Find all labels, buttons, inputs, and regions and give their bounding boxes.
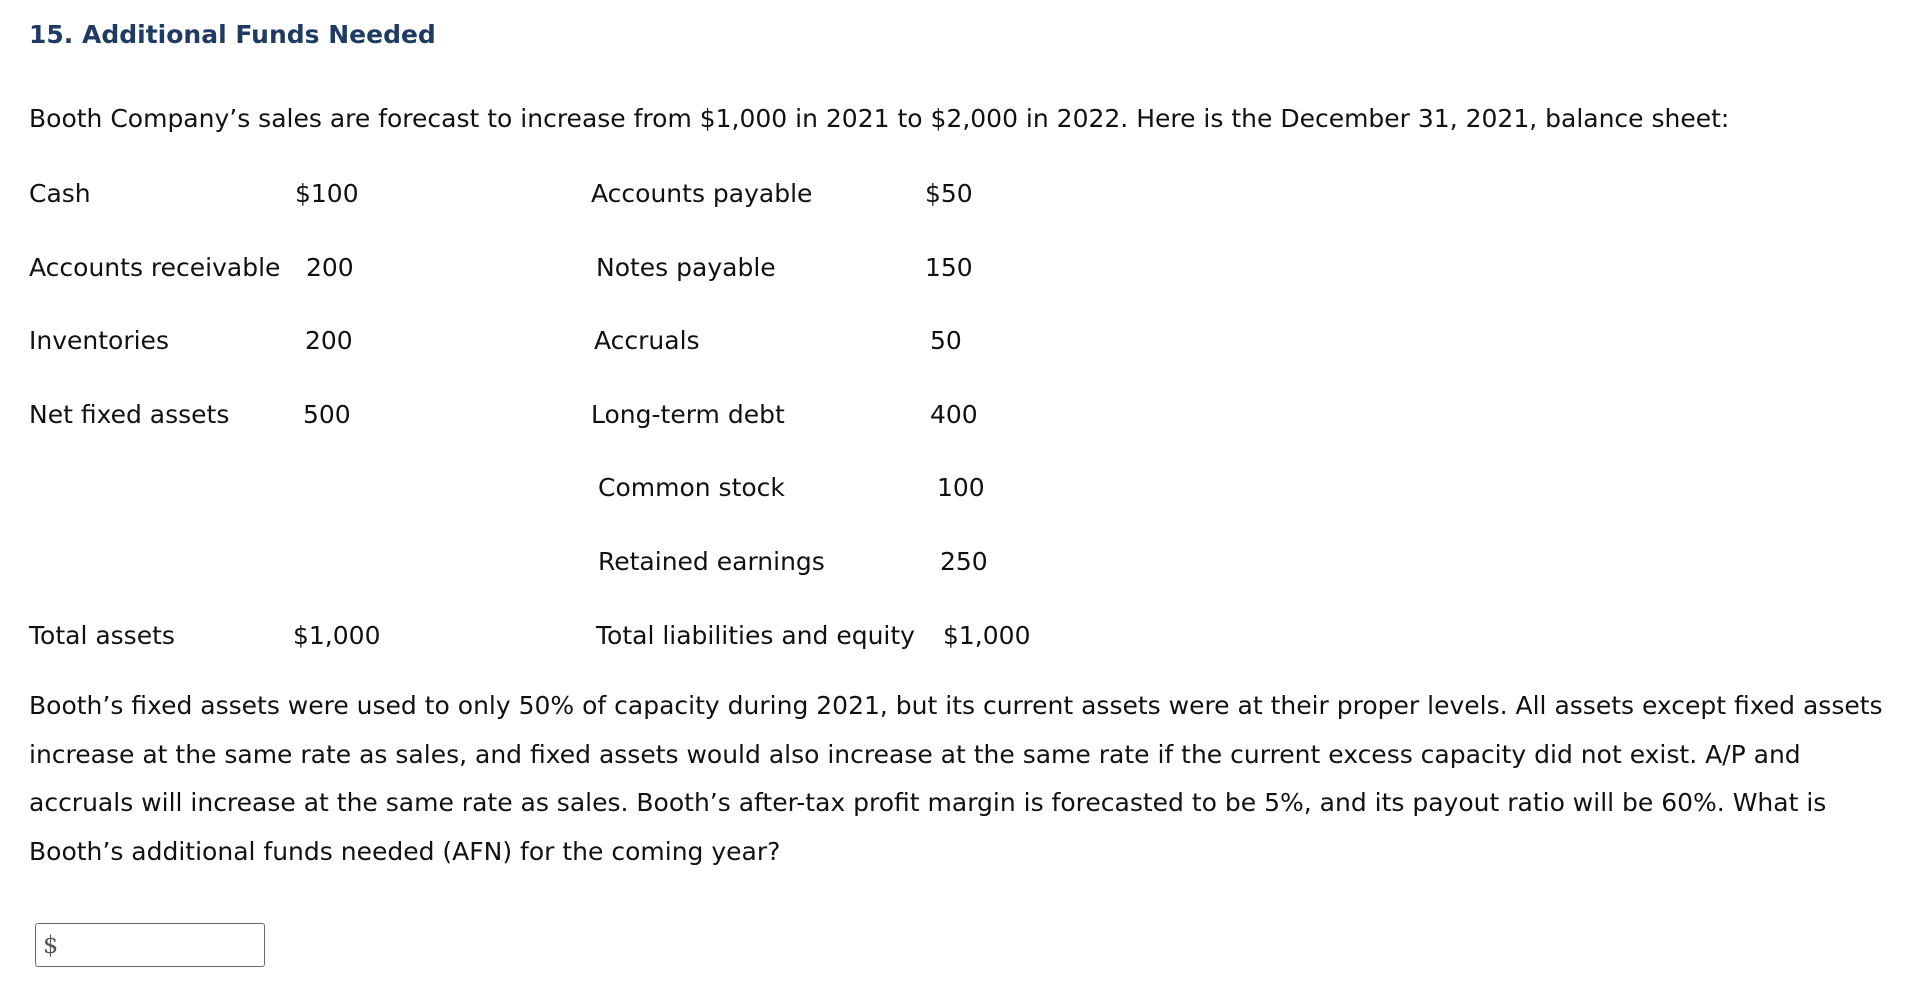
- total-liabilities-equity-label: Total liabilities and equity: [596, 621, 915, 650]
- liability-value-long-term-debt: 400: [930, 400, 978, 429]
- liability-value-notes-payable: 150: [925, 253, 973, 282]
- liability-label-notes-payable: Notes payable: [596, 253, 776, 282]
- equity-label-common-stock: Common stock: [598, 473, 785, 502]
- total-assets-value: $1,000: [293, 621, 381, 650]
- problem-intro: Booth Company’s sales are forecast to increase from $1,000 in 2021 to $2,000 in 2022. Here is the December 31, 2021, balance sheet:: [29, 104, 1730, 133]
- answer-field[interactable]: [35, 923, 265, 967]
- asset-value-cash: $100: [295, 179, 359, 208]
- liability-value-accounts-payable: $50: [925, 179, 973, 208]
- total-assets-label: Total assets: [29, 621, 175, 650]
- asset-label-cash: Cash: [29, 179, 91, 208]
- problem-question: Booth’s fixed assets were used to only 50% of capacity during 2021, but its current assets were at their proper levels. All assets except fixed assets increase at the same rate as sales, and fixed assets would also increase at the same rate if the current excess capacity did not exist. A/P and accruals will increase at the same rate as sales. Booth’s after-tax profit margin is forecasted to be 5%, and its payout ratio will be 60%. What is Booth’s additional funds needed (AFN) for the coming year?: [29, 691, 1883, 866]
- afn-answer-input[interactable]: [60, 926, 264, 964]
- problem-title: 15. Additional Funds Needed: [29, 20, 436, 49]
- liability-label-accounts-payable: Accounts payable: [591, 179, 813, 208]
- liability-label-accruals: Accruals: [594, 326, 700, 355]
- liability-label-long-term-debt: Long-term debt: [591, 400, 785, 429]
- equity-value-retained-earnings: 250: [940, 547, 988, 576]
- asset-label-accounts-receivable: Accounts receivable: [29, 253, 281, 282]
- asset-value-net-fixed-assets: 500: [303, 400, 351, 429]
- asset-value-accounts-receivable: 200: [306, 253, 354, 282]
- asset-value-inventories: 200: [305, 326, 353, 355]
- asset-label-inventories: Inventories: [29, 326, 169, 355]
- equity-value-common-stock: 100: [937, 473, 985, 502]
- total-liabilities-equity-value: $1,000: [943, 621, 1031, 650]
- dollar-sign-icon: $: [43, 931, 59, 959]
- equity-label-retained-earnings: Retained earnings: [598, 547, 825, 576]
- asset-label-net-fixed-assets: Net fixed assets: [29, 400, 230, 429]
- liability-value-accruals: 50: [930, 326, 962, 355]
